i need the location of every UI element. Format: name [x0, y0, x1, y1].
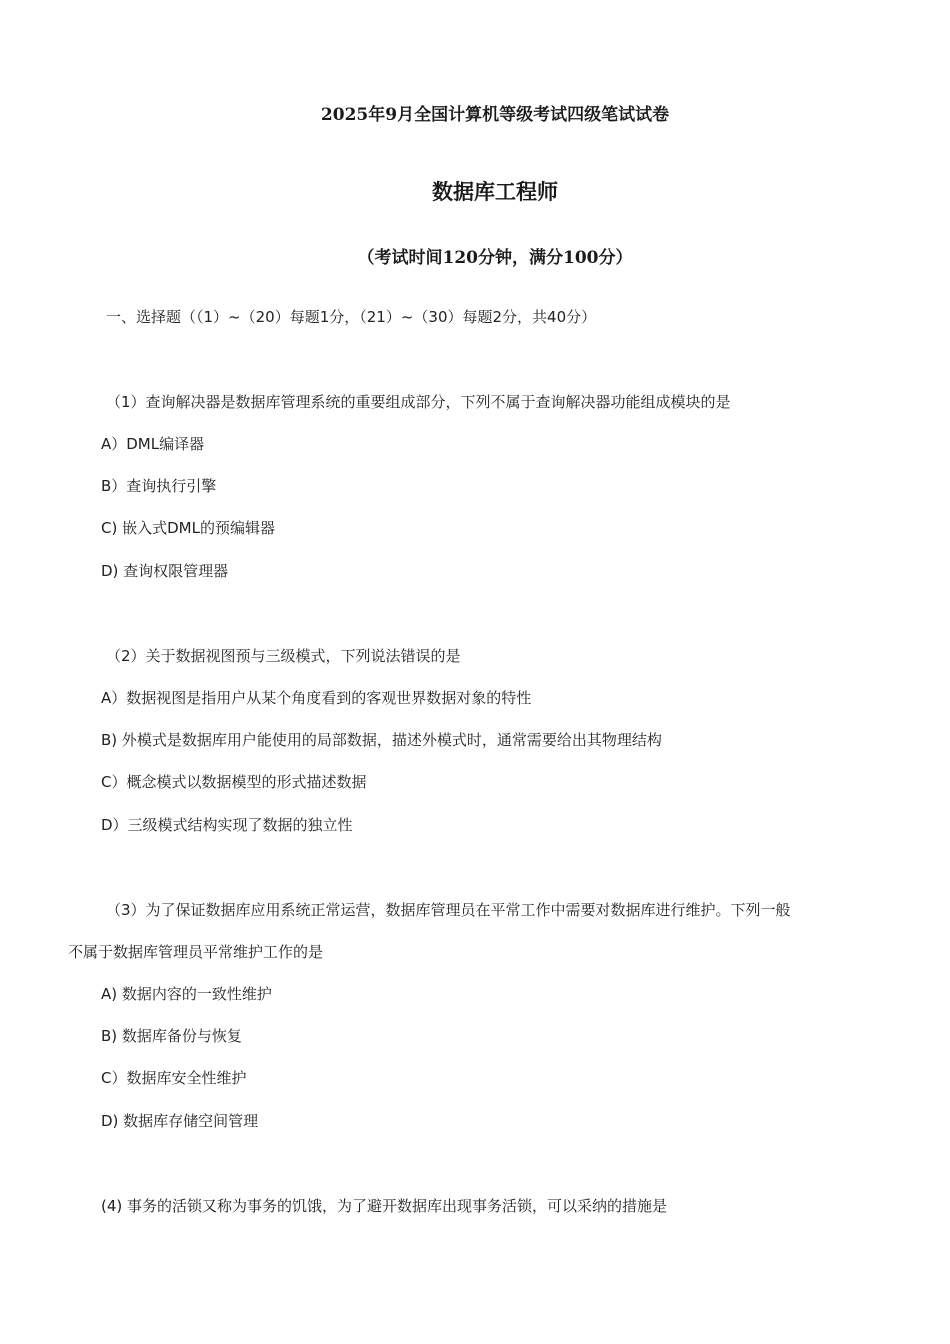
question-2-option-d: D）三级模式结构实现了数据的独立性: [101, 816, 353, 834]
question-1-option-c: C) 嵌入式DML的预编辑器: [101, 519, 275, 537]
question-3-stem-line-1: （3）为了保证数据库应用系统正常运营，数据库管理员在平常工作中需要对数据库进行维护。下列一般: [106, 901, 791, 919]
question-4-stem: (4) 事务的活锁又称为事务的饥饿，为了避开数据库出现事务活锁，可以采纳的措施是: [101, 1197, 668, 1215]
question-2-option-b: B) 外模式是数据库用户能使用的局部数据，描述外模式时，通常需要给出其物理结构: [101, 731, 662, 749]
question-3-option-b: B) 数据库备份与恢复: [101, 1027, 242, 1045]
question-1-option-a: A）DML编译器: [101, 435, 205, 453]
exam-title: 2025年9月全国计算机等级考试四级笔试试卷: [320, 105, 670, 125]
question-1-option-d: D) 查询权限管理器: [101, 562, 229, 580]
question-3-stem-line-2: 不属于数据库管理员平常维护工作的是: [68, 943, 324, 961]
question-3-option-c: C）数据库安全性维护: [101, 1069, 247, 1087]
question-2-option-c: C）概念模式以数据模型的形式描述数据: [101, 773, 367, 791]
question-3-option-d: D) 数据库存储空间管理: [101, 1112, 259, 1130]
question-1-option-b: B）查询执行引擎: [101, 477, 217, 495]
section-heading: 一、选择题（（1）~（20）每题1分，（21）~（30）每题2分，共40分）: [106, 308, 597, 326]
exam-info: （考试时间120分钟，满分100分）: [357, 248, 633, 268]
exam-subtitle: 数据库工程师: [432, 179, 558, 204]
question-1-stem: （1）查询解决器是数据库管理系统的重要组成部分，下列不属于查询解决器功能组成模块的是: [106, 393, 731, 411]
question-3-option-a: A) 数据内容的一致性维护: [101, 985, 272, 1003]
question-2-stem: （2）关于数据视图预与三级模式，下列说法错误的是: [106, 647, 461, 665]
question-2-option-a: A）数据视图是指用户从某个角度看到的客观世界数据对象的特性: [101, 689, 532, 707]
